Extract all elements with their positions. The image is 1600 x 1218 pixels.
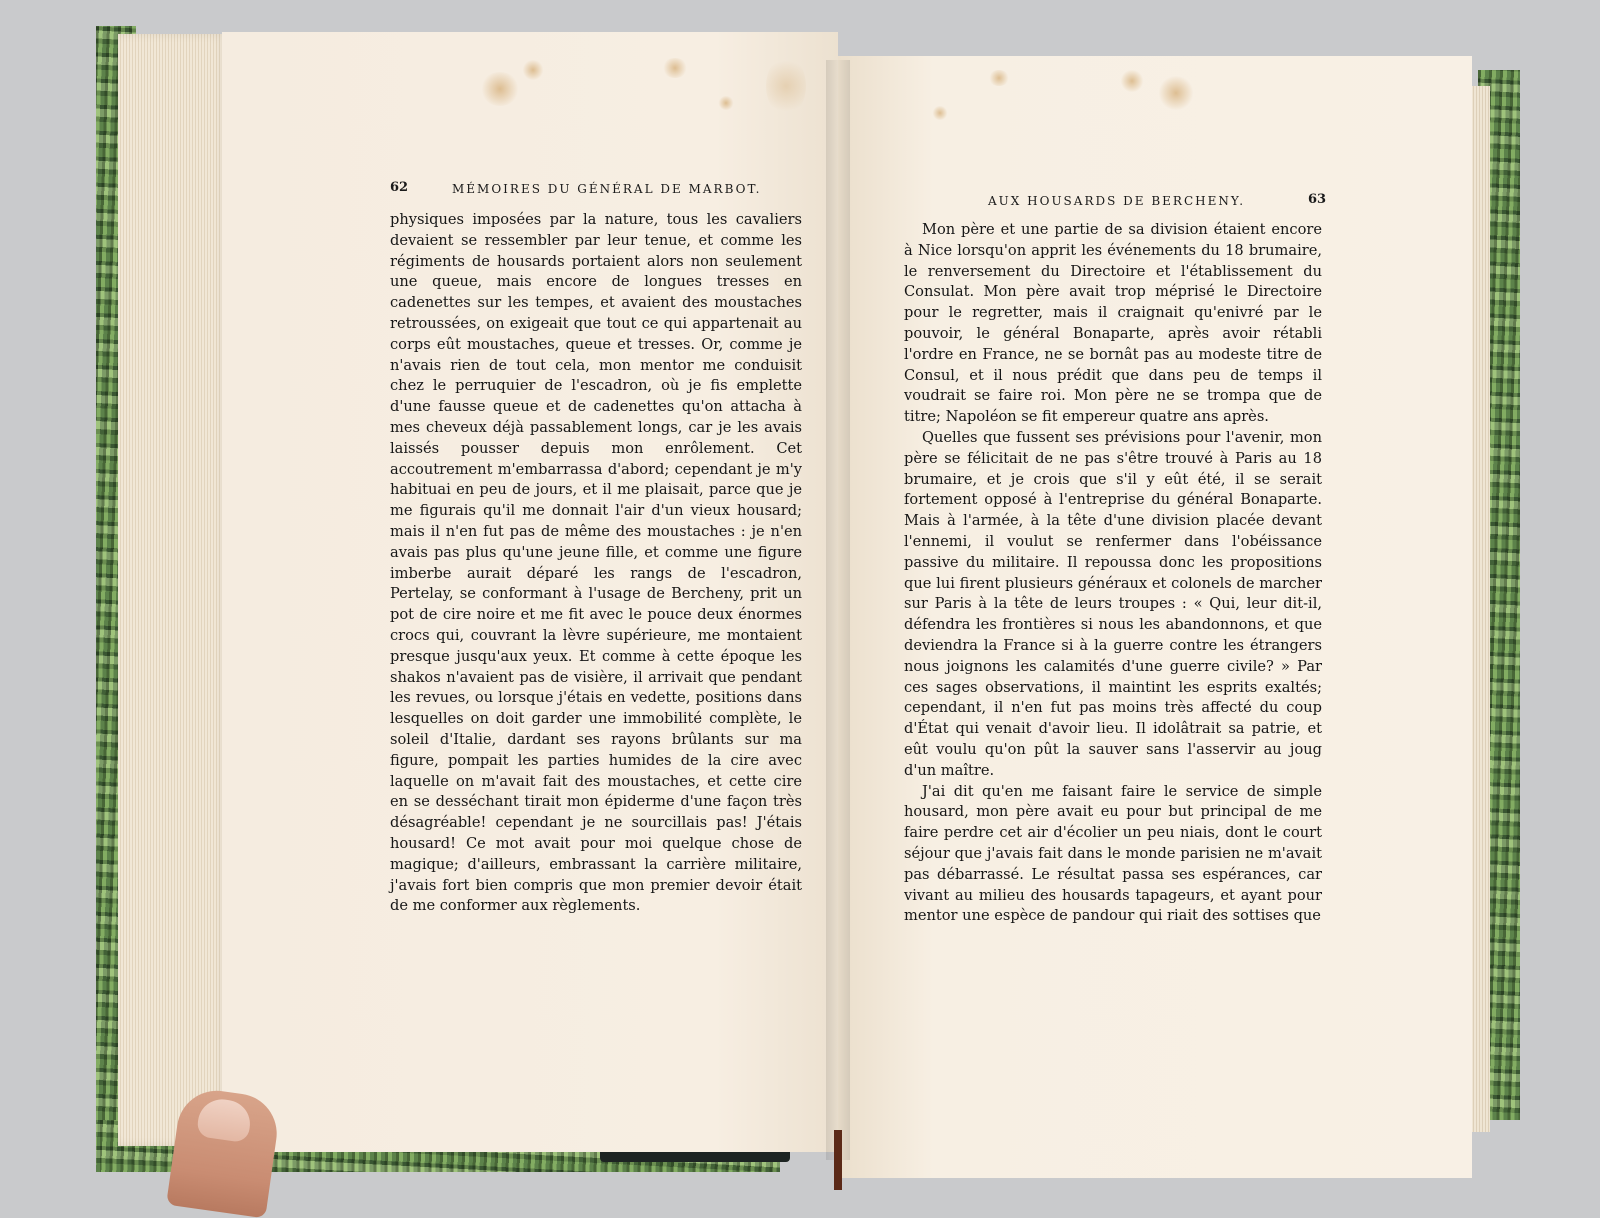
foxing-stain <box>522 60 544 80</box>
paragraph: physiques imposées par la nature, tous les cavaliers devaient se ressembler par leur tenue, et comme les régiments de housards portaient alors non seulement une queue, mais encore de longues tresses en cadenettes sur les tempes, et avaient des moustaches retroussées, on exigeait que tout ce qui appartenait au corps eût moustaches, queue et tresses. Or, comme je n'avais rien de tout cela, mon mentor me conduisit chez le perruquier de l'escadron, où je fis emplette d'une fausse queue et de cadenettes qu'on attacha à mes cheveux déjà passablement longs, car je les avais laissés pousser depuis mon enrôlement. Cet accoutrement m'embarrassa d'abord; cependant je m'y habituai en peu de jours, et il me plaisait, parce que je me figurais qu'il me donnait l'air d'un vieux housard; mais il n'en fut pas de même des moustaches : je n'en avais pas plus qu'une jeune fille, et comme une figure imberbe aurait déparé les rangs de l'escadron, Pertelay, se conformant à l'usage de Bercheny, prit un pot de cire noire et me fit avec le pouce deux énormes crocs qui, couvrant la lèvre supérieure, me montaient presque jusqu'aux yeux. Et comme à cette époque les shakos n'avaient pas de visière, il arrivait que pendant les revues, ou lorsque j'étais en vedette, positions dans lesquelles on doit garder une immobilité complète, le soleil d'Italie, dardant ses rayons brûlants sur ma figure, pompait les parties humides de la cire avec laquelle on m'avait fait des moustaches, et cette cire en se desséchant tirait mon épiderme d'une façon très désagréable! cependant je ne sourcillais pas! J'étais housard! Ce mot avait pour moi quelque chose de magique; d'ailleurs, embrassant la carrière militaire, j'avais fort bien compris que mon premier devoir était de me conformer aux règlements. <box>390 211 802 915</box>
foxing-stain <box>718 96 734 110</box>
page-number: 62 <box>390 180 409 195</box>
page-edges-left <box>118 34 228 1146</box>
running-head: AUX HOUSARDS DE BERCHENY. <box>988 194 1246 208</box>
left-page-text <box>390 210 802 917</box>
foxing-stain <box>988 70 1010 86</box>
foxing-stain <box>1120 70 1144 92</box>
book-gutter <box>826 60 850 1160</box>
foxing-stain <box>1158 76 1194 110</box>
paragraph: J'ai dit qu'en me faisant faire le service de simple housard, mon père avait eu pour but principal de me faire perdre cet air d'écolier un peu niais, dont le court séjour que j'avais fait dans le monde parisien ne m'avait pas débarrassé. Le résultat passa ses espérances, car vivant au milieu des housards tapageurs, et ayant pour mentor une espèce de pandour qui riait des sottises que <box>904 782 1322 925</box>
right-page-text <box>904 220 1322 927</box>
ribbon-bookmark <box>834 1130 842 1190</box>
foxing-stain <box>766 56 806 116</box>
paragraph: Mon père et une partie de sa division étaient encore à Nice lorsqu'on apprit les événements du 18 brumaire, le renversement du Directoire et l'établissement du Consulat. Mon père avait trop méprisé le Directoire pour le regretter, mais il craignait qu'enivré par le pouvoir, le général Bonaparte, après avoir rétabli l'ordre en France, ne se bornât pas au modeste titre de Consul, et il nous prédit que dans peu de temps il voudrait se faire roi. Mon père ne se trompa que de titre; Napoléon se fit empereur quatre ans après. <box>904 221 1322 426</box>
thumbnail <box>196 1096 253 1143</box>
foxing-stain <box>932 106 948 120</box>
foxing-stain <box>662 58 688 78</box>
page-number: 63 <box>1308 192 1327 207</box>
paragraph: Quelles que fussent ses prévisions pour l'avenir, mon père se félicitait de ne pas s'être trouvé à Paris au 18 brumaire, et je crois que s'il y eût été, il se serait fortement opposé à l'entreprise du général Bonaparte. Mais à l'armée, à la tête d'une division placée devant l'ennemi, il voulut se renfermer dans l'obéissance passive du militaire. Il repoussa donc les propositions que lui firent plusieurs généraux et colonels de marcher sur Paris à la tête de leurs troupes : « Qui, leur dit-il, défendra les frontières si nous les abandonnons, et que deviendra la France si à la guerre contre les étrangers nous joignons les calamités d'une guerre civile? » Par ces sages observations, il maintint les esprits exaltés; cependant, il n'en fut pas moins très affecté du coup d'État qui venait d'avoir lieu. Il idolâtrait sa patrie, et eût voulu qu'on pût la sauver sans l'asservir au joug d'un maître. <box>904 428 1322 779</box>
running-head: MÉMOIRES DU GÉNÉRAL DE MARBOT. <box>452 182 762 196</box>
foxing-stain <box>480 72 520 106</box>
